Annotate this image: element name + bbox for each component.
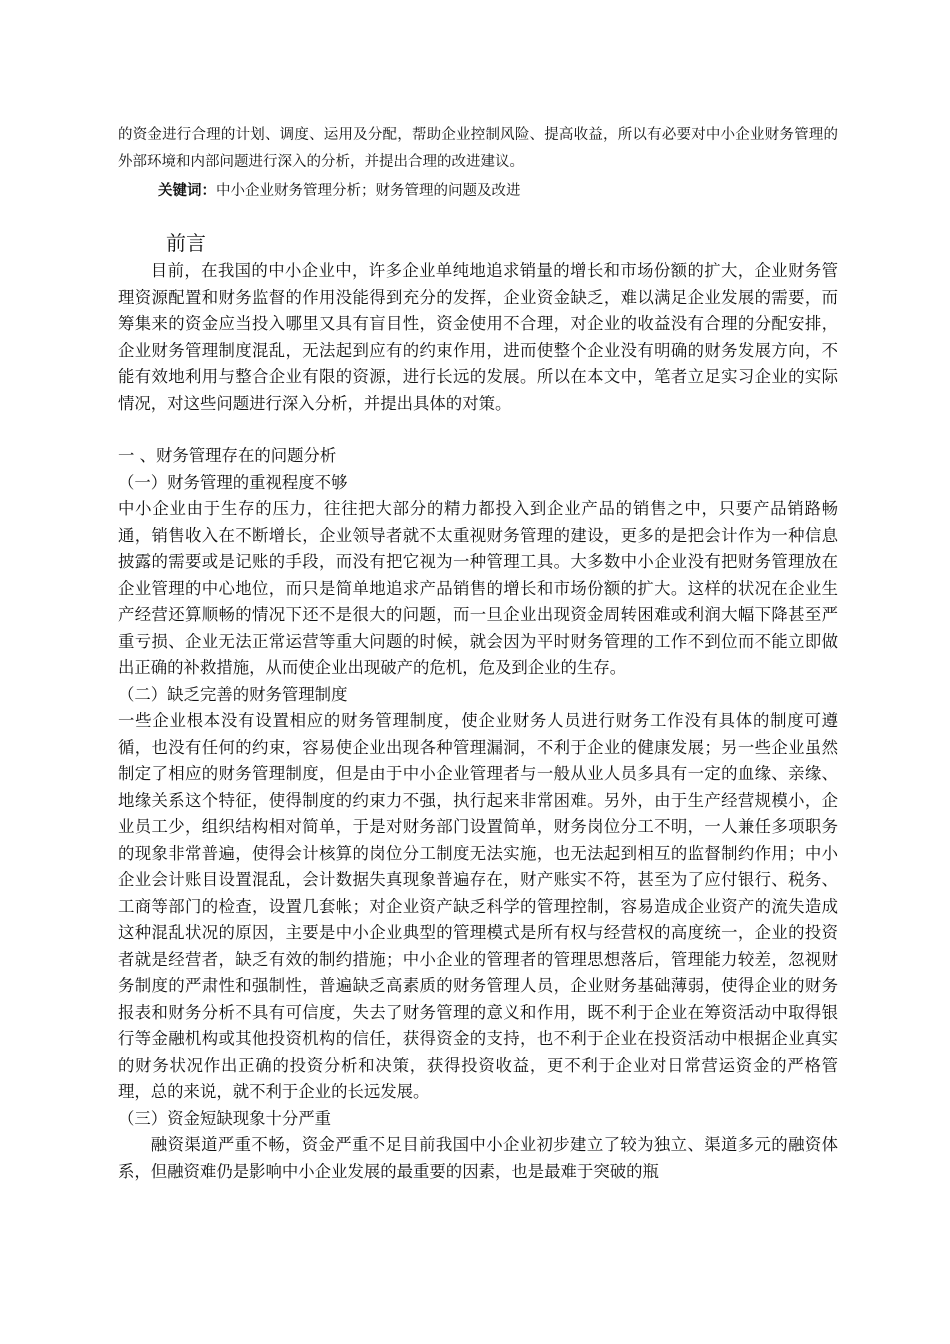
section-spacer: [118, 417, 838, 443]
subsection-3-paragraph: 融资渠道严重不畅，资金严重不足目前我国中小企业初步建立了较为独立、渠道多元的融资体系，但融资难仍是影响中小企业发展的最重要的因素，也是最难于突破的瓶: [118, 1135, 838, 1181]
subsection-2-paragraph: 一些企业根本没有设置相应的财务管理制度，使企业财务人员进行财务工作没有具体的制度可遵循，也没有任何的约束，容易使企业出现各种管理漏洞，不利于企业的健康发展；另一些企业虽然制定了相应的财务管理制度，但是由于中小企业管理者与一般从业人员多具有一定的血缘、亲缘、地缘关系这个特征，使得制度的约束力不强，执行起来非常困难。另外，由于生产经营规模小，企业员工少，组织结构相对简单，于是对财务部门设置简单，财务岗位分工不明，一人兼任多项职务的现象非常普遍，使得会计核算的岗位分工制度无法实施，也无法起到相互的监督制约作用；中小企业会计账目设置混乱，会计数据失真现象普遍存在，财产账实不符，甚至为了应付银行、税务、工商等部门的检查，设置几套帐；对企业资产缺乏科学的管理控制，容易造成企业资产的流失造成这种混乱状况的原因，主要是中小企业典型的管理模式是所有权与经营权的高度统一，企业的投资者就是经营者，缺乏有效的制约措施；中小企业的管理者的管理思想落后，管理能力较差，忽视财务制度的严肃性和强制性，普遍缺乏高素质的财务管理人员，企业财务基础薄弱，使得企业的财务报表和财务分析不具有可信度，失去了财务管理的意义和作用，既不利于企业在筹资活动中取得银行等金融机构或其他投资机构的信任，获得资金的支持，也不利于企业在投资活动中根据企业真实的财务状况作出正确的投资分析和决策，获得投资收益，更不利于企业对日常营运资金的严格管理，总的来说，就不利于企业的长远发展。: [118, 711, 838, 1101]
preface-paragraph: 目前，在我国的中小企业中，许多企业单纯地追求销量的增长和市场份额的扩大，企业财务管理资源配置和财务监督的作用没能得到充分的发挥，企业资金缺乏，难以满足企业发展的需要，而筹集来的资金应当投入哪里又具有盲目性，资金使用不合理，对企业的收益没有合理的分配安排，企业财务管理制度混乱，无法起到应有的约束作用，进而使整个企业没有明确的财务发展方向，不能有效地利用与整合企业有限的资源，进行长远的发展。所以在本文中，笔者立足实习企业的实际情况，对这些问题进行深入分析，并提出具体的对策。: [118, 261, 838, 413]
subsection-1-title: （一）财务管理的重视程度不够: [118, 472, 348, 492]
section-1-title: 一 、财务管理存在的问题分析: [118, 446, 337, 465]
abstract-tail: 的资金进行合理的计划、调度、运用及分配，帮助企业控制风险、提高收益，所以有必要对中小企业财务管理的外部环境和内部问题进行深入的分析，并提出合理的改进建议。: [118, 127, 838, 170]
subsection-1-paragraph: 中小企业由于生存的压力，往往把大部分的精力都投入到企业产品的销售之中，只要产品销路畅通，销售收入在不断增长，企业领导者就不太重视财务管理的建设，更多的是把会计作为一种信息披露的需要或是记账的手段，而没有把它视为一种管理工具。大多数中小企业没有把财务管理放在企业管理的中心地位，而只是简单地追求产品销售的增长和市场份额的扩大。这样的状况在企业生产经营还算顺畅的情况下还不是很大的问题，而一旦企业出现资金周转困难或利润大幅下降甚至严重亏损、企业无法正常运营等重大问题的时候，就会因为平时财务管理的工作不到位而不能立即做出正确的补救措施，从而使企业出现破产的危机，危及到企业的生存。: [118, 499, 838, 677]
subsection-3-title: （三）资金短缺现象十分严重: [118, 1108, 332, 1128]
document-page: [118, 122, 838, 1185]
subsection-2-title: （二）缺乏完善的财务管理制度: [118, 684, 348, 704]
preface-title: 前言: [166, 231, 206, 255]
keywords-line: [118, 176, 838, 206]
keywords-label: 关键词：: [158, 183, 216, 199]
keywords-text: 中小企业财务管理分析；财务管理的问题及改进: [216, 183, 521, 199]
